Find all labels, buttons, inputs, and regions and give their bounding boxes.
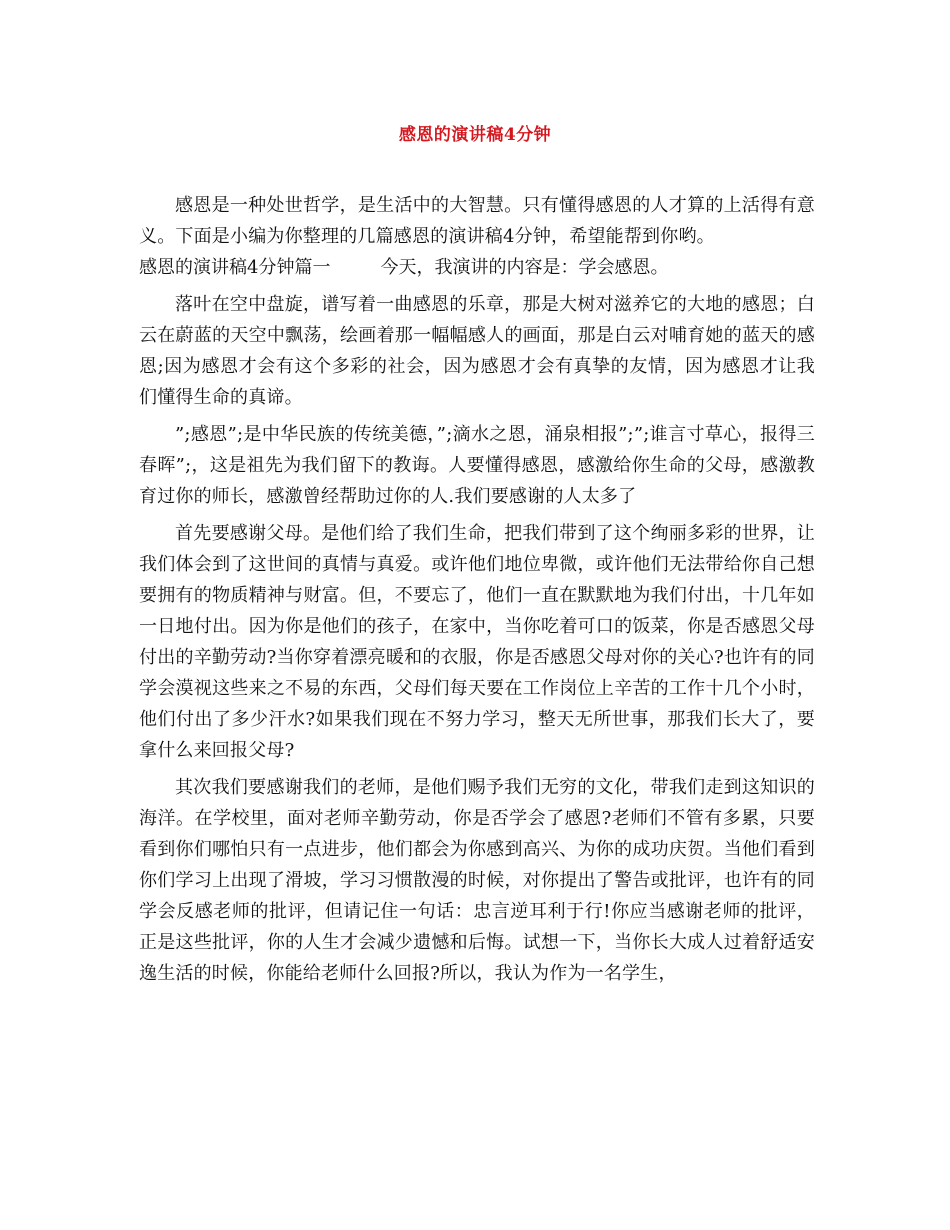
body-paragraph-4: 其次我们要感谢我们的老师，是他们赐予我们无穷的文化，带我们走到这知识的海洋。在学校里，面对老师辛勤劳动，你是否学会了感恩?老师们不管有多累，只要看到你们哪怕只有一点进步，他们都会为你感到高兴、为你的成功庆贺。当他们看到你们学习上出现了滑坡，学习习惯散漫的时候，对你提出了警告或批评，也许有的同学会反感老师的批评，但请记住一句话：忠言逆耳利于行!你应当感谢老师的批评，正是这些批评，你的人生才会减少遗憾和后悔。试想一下，当你长大成人过着舒适安逸生活的时候，你能给老师什么回报?所以，我认为作为一名学生， <box>139 777 815 984</box>
section-heading: 感恩的演讲稿4分钟篇一 <box>139 257 331 278</box>
section-first-line: 今天，我演讲的内容是：学会感恩。 <box>380 257 669 278</box>
document-title: 感恩的演讲稿4分钟 <box>398 125 552 145</box>
body-paragraph-1: 落叶在空中盘旋，谱写着一曲感恩的乐章，那是大树对滋养它的大地的感恩；白云在蔚蓝的天空中飘荡，绘画着那一幅幅感人的画面，那是白云对哺育她的蓝天的感恩;因为感恩才会有这个多彩的社会，因为感恩才会有真挚的友情，因为感恩才让我们懂得生命的真谛。 <box>139 294 815 408</box>
body-paragraph-2: ”;感恩”;是中华民族的传统美德，”;滴水之恩，涌泉相报”;”;谁言寸草心，报得三春晖”;，这是祖先为我们留下的教诲。人要懂得感恩，感激给你生命的父母，感激教育过你的师长，感激曾经帮助过你的人.我们要感谢的人太多了 <box>139 424 815 507</box>
document-body <box>139 190 815 995</box>
body-paragraph-3: 首先要感谢父母。是他们给了我们生命，把我们带到了这个绚丽多彩的世界，让我们体会到了这世间的真情与真爱。或许他们地位卑微，或许他们无法带给你自己想要拥有的物质精神与财富。但，不要忘了，他们一直在默默地为我们付出，十几年如一日地付出。因为你是他们的孩子，在家中，当你吃着可口的饭菜，你是否感恩父母付出的辛勤劳动?当你穿着漂亮暖和的衣服，你是否感恩父母对你的关心?也许有的同学会漠视这些来之不易的东西，父母们每天要在工作岗位上辛苦的工作十几个小时，他们付出了多少汗水?如果我们现在不努力学习，整天无所世事，那我们长大了，要拿什么来回报父母? <box>139 523 815 761</box>
intro-paragraph: 感恩是一种处世哲学，是生活中的大智慧。只有懂得感恩的人才算的上活得有意义。下面是小编为你整理的几篇感恩的演讲稿4分钟，希望能帮到你哟。 <box>139 195 815 247</box>
section-heading-line <box>139 252 815 283</box>
